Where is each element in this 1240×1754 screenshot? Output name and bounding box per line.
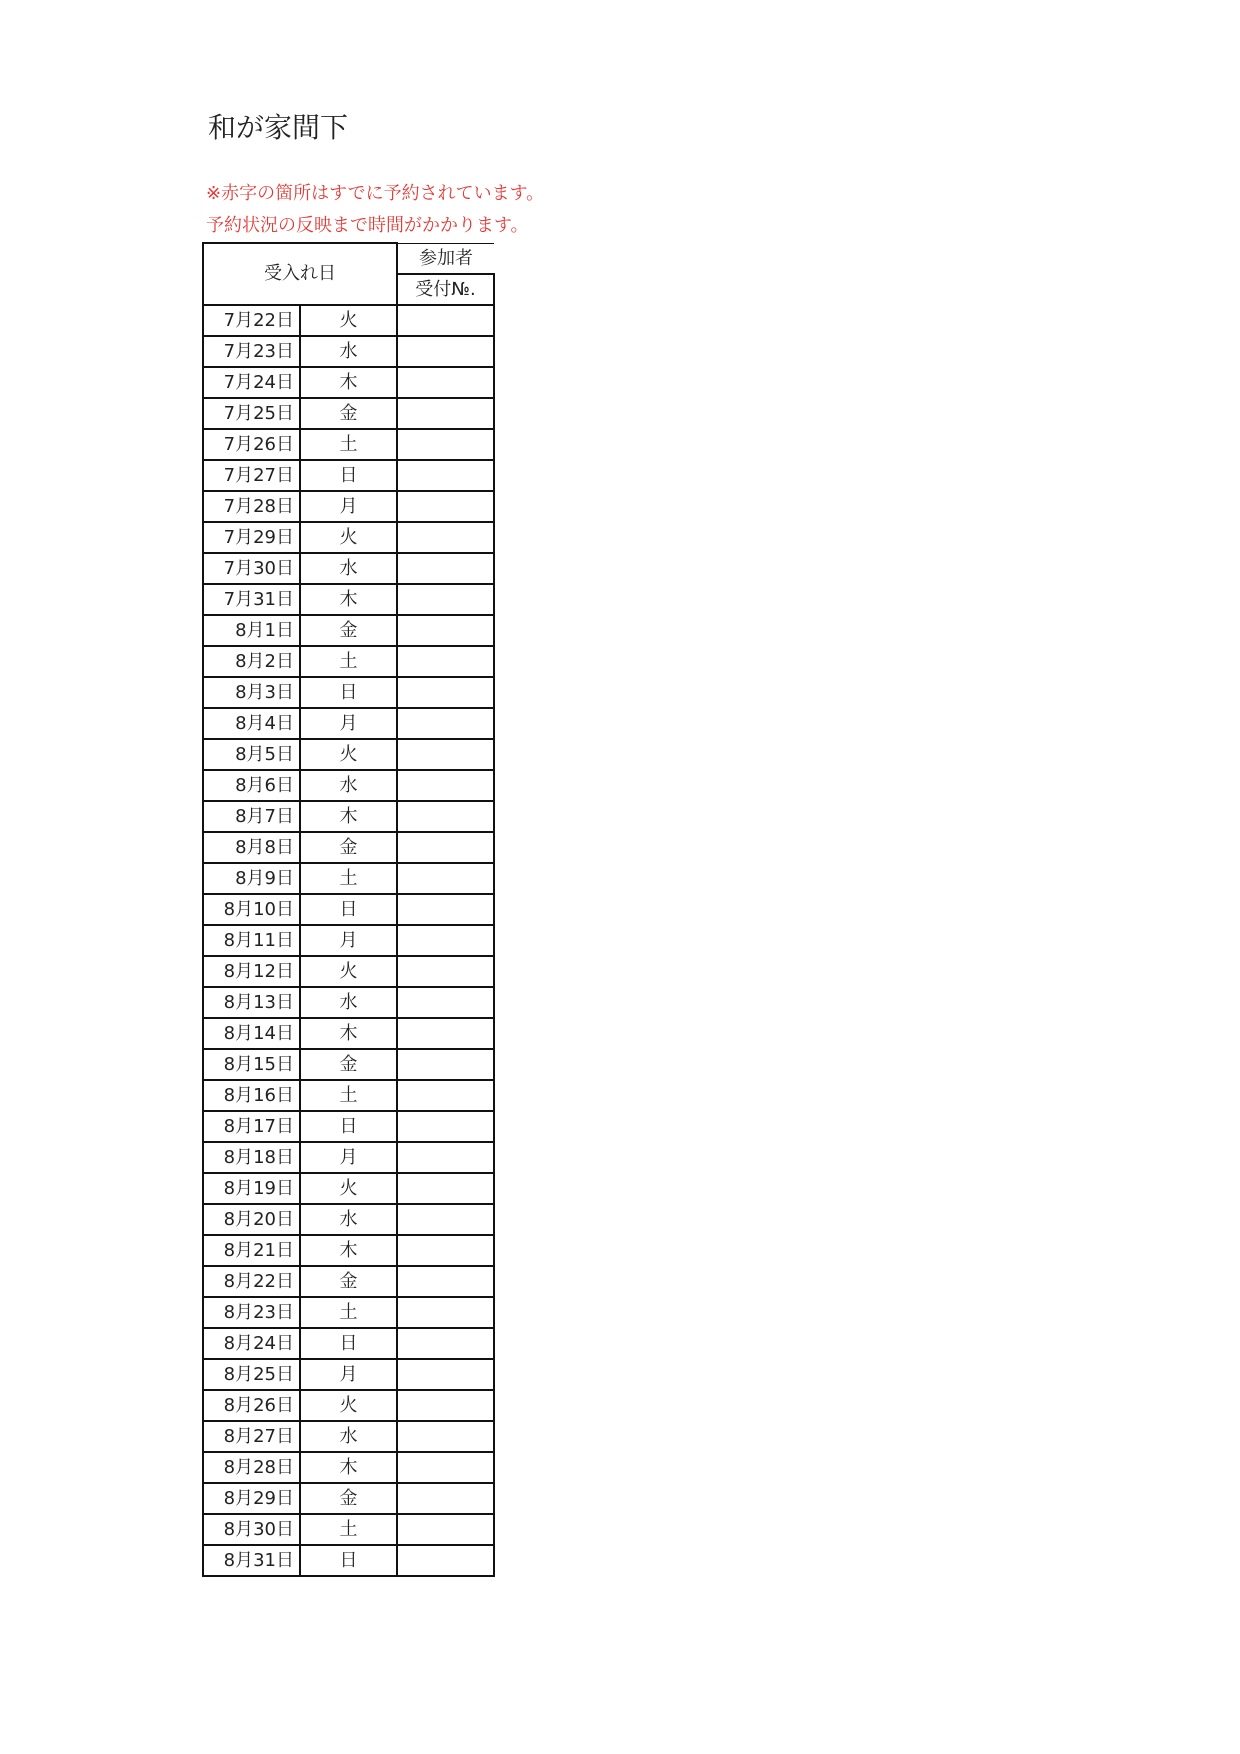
table-row xyxy=(203,460,494,491)
table-row xyxy=(203,491,494,522)
receipt-number-cell xyxy=(397,739,494,770)
receipt-number-cell xyxy=(397,1266,494,1297)
table-row xyxy=(203,1204,494,1235)
date-cell: 8月11日 xyxy=(203,925,300,956)
weekday-cell: 木 xyxy=(300,1018,397,1049)
date-cell: 8月15日 xyxy=(203,1049,300,1080)
weekday-cell: 水 xyxy=(300,1204,397,1235)
table-row xyxy=(203,1049,494,1080)
receipt-number-cell xyxy=(397,646,494,677)
table-row xyxy=(203,1018,494,1049)
date-cell: 8月17日 xyxy=(203,1111,300,1142)
receipt-number-cell xyxy=(397,1297,494,1328)
weekday-cell: 火 xyxy=(300,739,397,770)
receipt-number-cell xyxy=(397,1235,494,1266)
table-row xyxy=(203,1545,494,1576)
weekday-cell: 日 xyxy=(300,1111,397,1142)
weekday-cell: 水 xyxy=(300,336,397,367)
date-cell: 8月7日 xyxy=(203,801,300,832)
date-cell: 8月16日 xyxy=(203,1080,300,1111)
weekday-cell: 土 xyxy=(300,1080,397,1111)
date-cell: 7月24日 xyxy=(203,367,300,398)
reservation-table xyxy=(202,242,495,1577)
weekday-cell: 火 xyxy=(300,1390,397,1421)
weekday-cell: 日 xyxy=(300,894,397,925)
header-row-1 xyxy=(203,243,494,274)
date-cell: 8月24日 xyxy=(203,1328,300,1359)
receipt-number-cell xyxy=(397,491,494,522)
date-cell: 7月22日 xyxy=(203,305,300,336)
table-row xyxy=(203,925,494,956)
weekday-cell: 月 xyxy=(300,491,397,522)
weekday-cell: 木 xyxy=(300,367,397,398)
date-cell: 8月5日 xyxy=(203,739,300,770)
receipt-number-cell xyxy=(397,1111,494,1142)
weekday-cell: 月 xyxy=(300,1142,397,1173)
receipt-number-cell xyxy=(397,367,494,398)
date-cell: 8月6日 xyxy=(203,770,300,801)
table-row xyxy=(203,336,494,367)
date-cell: 8月2日 xyxy=(203,646,300,677)
receipt-number-cell xyxy=(397,987,494,1018)
receipt-number-cell xyxy=(397,1483,494,1514)
date-cell: 7月29日 xyxy=(203,522,300,553)
receipt-number-cell xyxy=(397,460,494,491)
receipt-number-cell xyxy=(397,832,494,863)
receipt-number-cell xyxy=(397,1328,494,1359)
date-cell: 8月4日 xyxy=(203,708,300,739)
table-row xyxy=(203,1266,494,1297)
date-cell: 8月31日 xyxy=(203,1545,300,1576)
table-row xyxy=(203,1111,494,1142)
receipt-number-cell xyxy=(397,1018,494,1049)
date-cell: 8月19日 xyxy=(203,1173,300,1204)
table-row xyxy=(203,429,494,460)
weekday-cell: 土 xyxy=(300,429,397,460)
weekday-cell: 日 xyxy=(300,460,397,491)
receipt-number-cell xyxy=(397,1204,494,1235)
receipt-number-cell xyxy=(397,1421,494,1452)
table-row xyxy=(203,305,494,336)
receipt-number-cell xyxy=(397,1514,494,1545)
weekday-cell: 日 xyxy=(300,677,397,708)
receipt-number-cell xyxy=(397,863,494,894)
table-row xyxy=(203,398,494,429)
date-cell: 8月3日 xyxy=(203,677,300,708)
table-row xyxy=(203,832,494,863)
weekday-cell: 水 xyxy=(300,553,397,584)
weekday-cell: 月 xyxy=(300,925,397,956)
receipt-number-cell xyxy=(397,1545,494,1576)
date-cell: 8月13日 xyxy=(203,987,300,1018)
receipt-number-cell xyxy=(397,708,494,739)
table-row xyxy=(203,863,494,894)
receipt-number-cell xyxy=(397,398,494,429)
date-cell: 8月1日 xyxy=(203,615,300,646)
date-cell: 8月23日 xyxy=(203,1297,300,1328)
receipt-number-cell xyxy=(397,1173,494,1204)
receipt-number-cell xyxy=(397,305,494,336)
receipt-number-cell xyxy=(397,677,494,708)
date-cell: 7月27日 xyxy=(203,460,300,491)
date-cell: 8月12日 xyxy=(203,956,300,987)
table-row xyxy=(203,739,494,770)
weekday-cell: 金 xyxy=(300,1483,397,1514)
table-row xyxy=(203,1514,494,1545)
date-cell: 7月28日 xyxy=(203,491,300,522)
table-row xyxy=(203,987,494,1018)
date-cell: 8月21日 xyxy=(203,1235,300,1266)
reserved-notice: ※赤字の箇所はすでに予約されています。 xyxy=(206,183,545,204)
weekday-cell: 金 xyxy=(300,832,397,863)
date-cell: 7月26日 xyxy=(203,429,300,460)
table-row xyxy=(203,894,494,925)
update-delay-notice: 予約状況の反映まで時間がかかります。 xyxy=(206,215,529,236)
receipt-number-cell xyxy=(397,1452,494,1483)
table-row xyxy=(203,770,494,801)
weekday-cell: 木 xyxy=(300,584,397,615)
table-row xyxy=(203,956,494,987)
table-row xyxy=(203,1328,494,1359)
date-cell: 8月27日 xyxy=(203,1421,300,1452)
date-cell: 8月8日 xyxy=(203,832,300,863)
date-cell: 8月20日 xyxy=(203,1204,300,1235)
receipt-number-cell xyxy=(397,925,494,956)
date-cell: 8月25日 xyxy=(203,1359,300,1390)
date-cell: 8月10日 xyxy=(203,894,300,925)
weekday-cell: 火 xyxy=(300,522,397,553)
date-cell: 8月9日 xyxy=(203,863,300,894)
weekday-cell: 日 xyxy=(300,1328,397,1359)
weekday-cell: 金 xyxy=(300,1266,397,1297)
receipt-number-cell xyxy=(397,615,494,646)
table-row xyxy=(203,708,494,739)
table-row xyxy=(203,1173,494,1204)
weekday-cell: 水 xyxy=(300,1421,397,1452)
weekday-cell: 月 xyxy=(300,708,397,739)
date-cell: 8月26日 xyxy=(203,1390,300,1421)
table-row xyxy=(203,584,494,615)
date-cell: 7月23日 xyxy=(203,336,300,367)
weekday-cell: 火 xyxy=(300,305,397,336)
table-row xyxy=(203,367,494,398)
receipt-number-cell xyxy=(397,894,494,925)
date-cell: 7月25日 xyxy=(203,398,300,429)
receipt-number-cell xyxy=(397,956,494,987)
weekday-cell: 土 xyxy=(300,1297,397,1328)
receipt-number-cell xyxy=(397,801,494,832)
table-row xyxy=(203,1421,494,1452)
receipt-number-cell xyxy=(397,1359,494,1390)
table-row xyxy=(203,1359,494,1390)
weekday-cell: 土 xyxy=(300,646,397,677)
weekday-cell: 火 xyxy=(300,1173,397,1204)
table-row xyxy=(203,1080,494,1111)
weekday-cell: 木 xyxy=(300,1452,397,1483)
receipt-number-cell xyxy=(397,1142,494,1173)
table-row xyxy=(203,677,494,708)
table-row xyxy=(203,1483,494,1514)
table-row xyxy=(203,1142,494,1173)
receipt-number-cell xyxy=(397,336,494,367)
receipt-number-cell xyxy=(397,522,494,553)
receipt-number-cell xyxy=(397,1390,494,1421)
weekday-cell: 水 xyxy=(300,987,397,1018)
header-receipt-number: 受付№. xyxy=(397,274,494,305)
table-row xyxy=(203,1297,494,1328)
date-cell: 7月31日 xyxy=(203,584,300,615)
table-row xyxy=(203,615,494,646)
table-row xyxy=(203,553,494,584)
table-row xyxy=(203,1390,494,1421)
weekday-cell: 金 xyxy=(300,1049,397,1080)
weekday-cell: 木 xyxy=(300,1235,397,1266)
weekday-cell: 火 xyxy=(300,956,397,987)
header-participants: 参加者 xyxy=(397,243,494,274)
table-row xyxy=(203,646,494,677)
date-cell: 7月30日 xyxy=(203,553,300,584)
table-row xyxy=(203,1452,494,1483)
receipt-number-cell xyxy=(397,584,494,615)
table-row xyxy=(203,522,494,553)
date-cell: 8月14日 xyxy=(203,1018,300,1049)
receipt-number-cell xyxy=(397,1049,494,1080)
weekday-cell: 木 xyxy=(300,801,397,832)
weekday-cell: 土 xyxy=(300,863,397,894)
receipt-number-cell xyxy=(397,1080,494,1111)
table-row xyxy=(203,801,494,832)
weekday-cell: 土 xyxy=(300,1514,397,1545)
receipt-number-cell xyxy=(397,553,494,584)
date-cell: 8月30日 xyxy=(203,1514,300,1545)
weekday-cell: 金 xyxy=(300,615,397,646)
weekday-cell: 水 xyxy=(300,770,397,801)
receipt-number-cell xyxy=(397,429,494,460)
page-title: 和が家間下 xyxy=(208,111,349,144)
date-cell: 8月22日 xyxy=(203,1266,300,1297)
date-cell: 8月18日 xyxy=(203,1142,300,1173)
reservation-table-body xyxy=(203,243,494,1576)
table-row xyxy=(203,1235,494,1266)
header-date: 受入れ日 xyxy=(203,243,397,305)
receipt-number-cell xyxy=(397,770,494,801)
date-cell: 8月28日 xyxy=(203,1452,300,1483)
weekday-cell: 月 xyxy=(300,1359,397,1390)
weekday-cell: 日 xyxy=(300,1545,397,1576)
date-cell: 8月29日 xyxy=(203,1483,300,1514)
weekday-cell: 金 xyxy=(300,398,397,429)
